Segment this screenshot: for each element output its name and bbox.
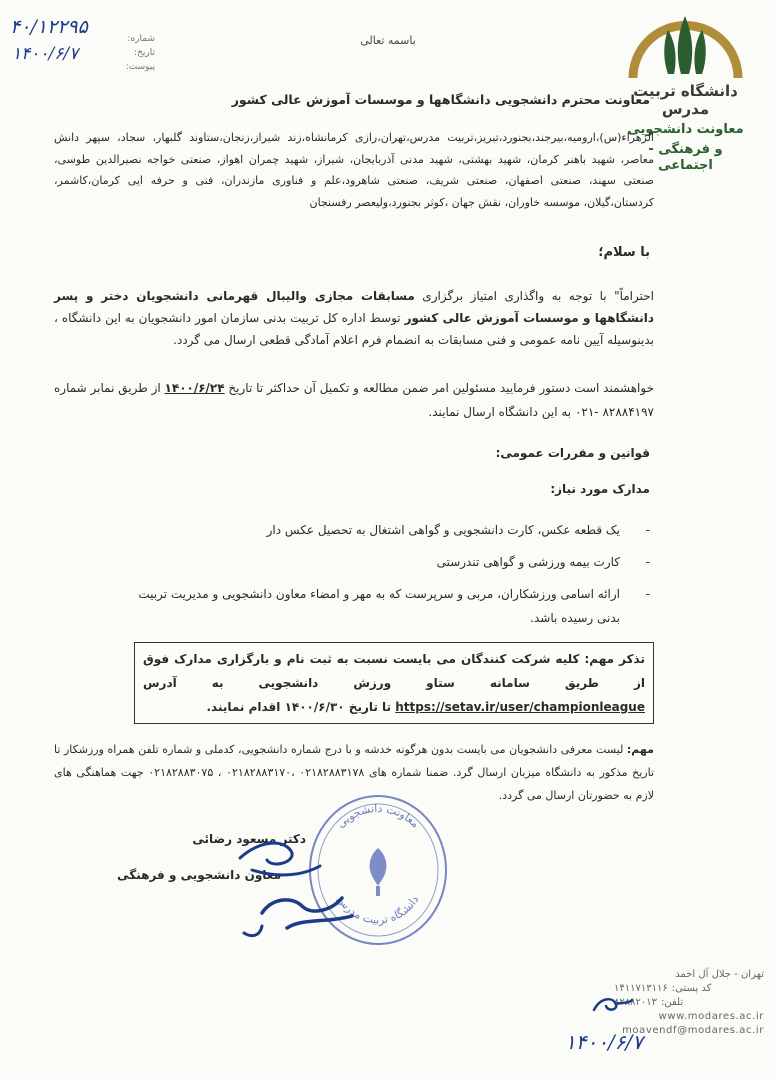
postal-label: کد پستی: [671, 983, 712, 994]
phone-label: تلفن: [660, 997, 684, 1008]
attachment-label: پیوست: [125, 62, 155, 72]
handwritten-signature-icon [232, 818, 372, 948]
important-label: مهم: [626, 743, 654, 756]
paragraph-intro [54, 285, 654, 351]
logo-emblem-icon [623, 8, 748, 80]
bullet-dash: - [645, 523, 650, 537]
stamp-bottom-text: دانشگاه تربیت مدرس [334, 893, 422, 927]
list-item [125, 518, 650, 542]
handwritten-initial-icon [590, 990, 635, 1020]
bismillah-heading: باسمه تعالی [360, 34, 416, 47]
logo-university-name: دانشگاه تربیت مدرس [633, 82, 738, 118]
signatory-title: معاون دانشجویی و فرهنگی [117, 868, 281, 882]
footer-date-handwritten: ۱۴۰۰/۶/۷ [565, 1030, 643, 1054]
date-label: تاریخ: [134, 48, 155, 58]
documents-heading: مدارک مورد نیاز: [550, 482, 650, 496]
list-item-text: یک قطعه عکس، کارت دانشجویی و گواهی اشتغال به تحصیل عکس دار [266, 523, 620, 537]
footer-phone-row [614, 996, 764, 1010]
list-item [125, 550, 650, 574]
footer-address: تهران - جلال آل احمد [675, 969, 764, 980]
notice-text-b: تا تاریخ ۱۴۰۰/۶/۳۰ اقدام نمایند. [206, 700, 396, 714]
logo-dept-line-2: و فرهنگی - اجتماعی [648, 142, 723, 173]
letter-footer [614, 968, 764, 1038]
letter-number-handwritten: ۴۰/۱۲۲۹۵ [10, 16, 88, 38]
university-list: الزهراء(س)،ارومیه،بیرجند،بجنورد،تبریز،تربیت مدرس،تهران،رازی کرمانشاه،زند شیراز،زنجان،ستاوند گلبهار، سجاد، سپهر دانش معاصر، شهید باهنر کرمان، شهید بهشتی، شهید مدنی آذربایجان، شیراز، شهید چمران اهواز، صنعتی خواجه نصیرالدین طوسی، صنعتی سهند، صنعتی اصفهان، صنعتی شریف، صنعتی شاهرود،علم و فناوری مازندران، فنی و حرفه ایی کرمان،کاشمر، کردستان،گیلان، موسسه خاوران، نقش جهان ،کوثر بجنورد،ولیعصر رفسنجان [54, 131, 654, 209]
intro-text-c: توسط اداره کل تربیت بدنی سازمان امور دانشجویان به این دانشگاه ، بدینوسیله آیین نامه عمومی و فنی مسابقات به انضمام فرم اعلام آمادگی قطعی ارسال می گردد. [54, 311, 654, 347]
paragraph-request [54, 376, 654, 424]
bullet-dash: - [645, 555, 650, 569]
request-deadline: ۱۴۰۰/۶/۲۴ [164, 381, 225, 395]
request-text-b: از طریق نمابر شماره ۸۲۸۸۴۱۹۷ -۰۲۱ به این دانشگاه ارسال نمایند. [54, 381, 654, 419]
greeting: با سلام؛ [598, 245, 650, 260]
request-text-a: خواهشمند است دستور فرمایید مسئولین امر ضمن مطالعه و تکمیل آن حداکثر تا تاریخ [224, 381, 654, 395]
logo-dept-line-1: معاونت دانشجویی [627, 122, 744, 137]
addressee: معاونت محترم دانشجویی دانشگاهها و موسسات آموزش عالی کشور [231, 92, 650, 107]
number-label: شماره: [127, 34, 155, 44]
registration-url-link[interactable]: https://setav.ir/user/championleague [395, 700, 645, 714]
footer-website-link[interactable]: www.modares.ac.ir [658, 1011, 764, 1022]
intro-text-a: احتراماً" با توجه به واگذاری امتیاز برگزاری [414, 289, 654, 303]
important-notice-box [134, 642, 654, 724]
phone-number: ۸۲۸۸۲۰۱۳ [614, 997, 657, 1008]
important-text: لیست معرفی دانشجویان می بایست بدون هرگونه خدشه و با درج شماره دانشجویی، کدملی و شماره تلفن همراه ورزشکار تا تاریخ مذکور به دانشگاه میزبان ارسال گرد. ضمنا شماره های ۰۲۱۸۲۸۸۳۱۷۸ ،۰۲۱۸۲۸۸۳۱۷۰ ، ۰۲۱۸۲۸۸۳۰۷۵ جهت هماهنگی های لازم به حضورتان ارسال می گردد. [54, 743, 655, 802]
intro-competition-title: مسابقات مجازی والیبال قهرمانی دانشجویان دختر و پسر دانشگاهها و موسسات آموزش عالی کشور [54, 289, 654, 325]
notice-text-a: تذکر مهم: کلیه شرکت کنندگان می بایست نسبت به ثبت نام و بارگزاری مدارک فوق از طریق سامانه ستاو ورزش دانشجویی به آدرس [143, 652, 645, 690]
footer-email-link[interactable]: moavendf@modares.ac.ir [622, 1025, 764, 1036]
bullet-dash: - [645, 587, 650, 601]
footer-postal-row [614, 982, 764, 996]
stamp-top-text: معاونت دانشجویی [334, 801, 422, 831]
postal-code: ۱۴۱۱۷۱۳۱۱۶ [614, 983, 668, 994]
list-item-text: کارت بیمه ورزشی و گواهی تندرستی [436, 555, 620, 569]
documents-list [125, 518, 650, 638]
list-item [125, 582, 650, 630]
letter-date-handwritten: ۱۴۰۰/۶/۷ [12, 44, 79, 64]
rules-heading: قوانین و مقررات عمومی: [495, 446, 650, 460]
signatory-name: دکتر مسعود رضائی [192, 832, 306, 846]
list-item-text: ارائه اسامی ورزشکاران، مربی و سرپرست که به مهر و امضاء معاون دانشجویی و مدیریت تربیت بدنی رسیده باشد. [138, 587, 620, 625]
